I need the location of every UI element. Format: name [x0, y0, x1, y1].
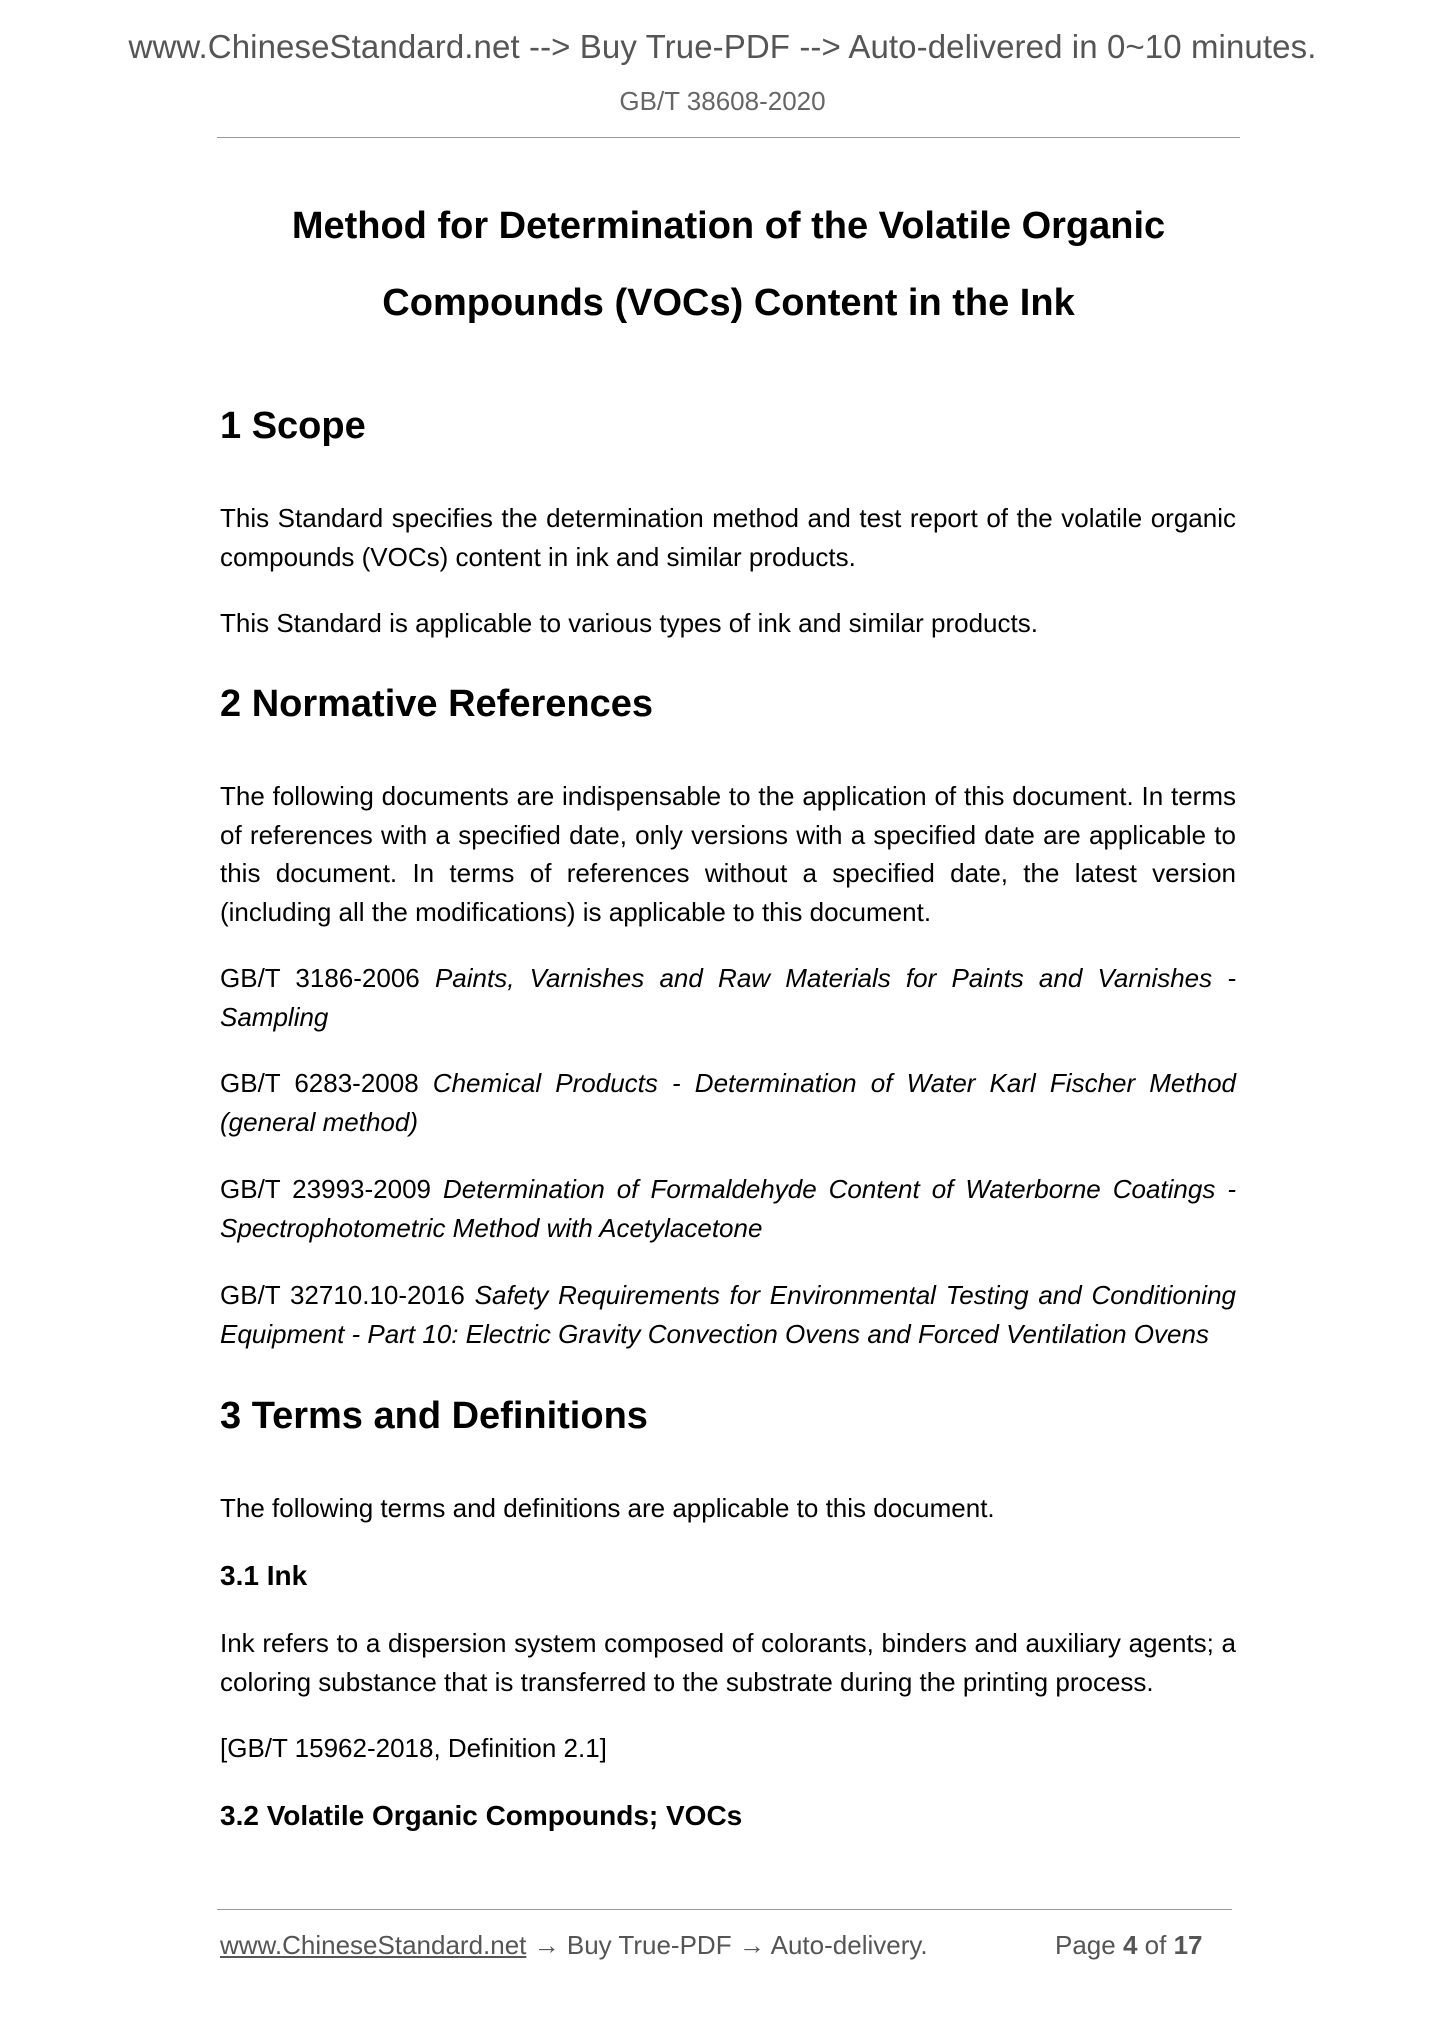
- reference-item: [220, 1170, 1236, 1247]
- heading-scope: 1 Scope: [220, 405, 366, 447]
- header-divider: [217, 137, 1240, 138]
- reference-code: GB/T 6283-2008: [220, 1068, 419, 1098]
- reference-code: GB/T 23993-2009: [220, 1174, 431, 1204]
- footer-divider: [217, 1909, 1232, 1910]
- reference-code: GB/T 32710.10-2016: [220, 1280, 465, 1310]
- reference-item: [220, 1276, 1236, 1353]
- reference-item: [220, 959, 1236, 1036]
- term-definition-ink: Ink refers to a dispersion system composed of colorants, binders and auxiliary agents; a coloring substance that is transferred to the substrate during the printing process.: [220, 1628, 1236, 1697]
- heading-normative-references: 2 Normative References: [220, 683, 653, 725]
- normative-intro: The following documents are indispensable to the application of this document. In terms of references with a specified date, only versions with a specified date are applicable to this document. In terms of references without a specified date, the latest version (including all the modifications) is applicable to this document.: [220, 781, 1236, 927]
- title-line-2: Compounds (VOCs) Content in the Ink: [382, 282, 1075, 324]
- arrow-right-icon: →: [533, 1930, 560, 1960]
- title-line-1: Method for Determination of the Volatile Organic: [291, 205, 1166, 247]
- reference-title: Chemical Products - Determination of Water Karl Fischer Method (general method): [220, 1068, 1236, 1137]
- footer-promo: [220, 1930, 928, 1961]
- term-heading-ink: 3.1 Ink: [220, 1560, 308, 1591]
- reference-title: Determination of Formaldehyde Content of Waterborne Coatings - Spectrophotometric Method with Acetylacetone: [220, 1174, 1236, 1243]
- document-title: [217, 188, 1240, 342]
- page-label: Page: [1055, 1930, 1116, 1960]
- arrow-right-icon: →: [738, 1930, 765, 1960]
- page-total: 17: [1173, 1930, 1203, 1960]
- footer-buy-text: Buy True-PDF: [566, 1930, 732, 1960]
- term-source-ink: [GB/T 15962-2018, Definition 2.1]: [220, 1733, 607, 1763]
- reference-item: [220, 1064, 1236, 1141]
- scope-paragraph-1: This Standard specifies the determination method and test report of the volatile organic compounds (VOCs) content in ink and similar products.: [220, 503, 1236, 572]
- doc-code: GB/T 38608-2020: [619, 86, 826, 116]
- reference-code: GB/T 3186-2006: [220, 963, 420, 993]
- footer-site-link[interactable]: www.ChineseStandard.net: [220, 1930, 527, 1960]
- page-indicator: [1055, 1930, 1203, 1961]
- scope-paragraph-2: This Standard is applicable to various types of ink and similar products.: [220, 608, 1038, 638]
- reference-title: Paints, Varnishes and Raw Materials for Paints and Varnishes - Sampling: [220, 963, 1236, 1032]
- header-banner: www.ChineseStandard.net --> Buy True-PDF --> Auto-delivered in 0~10 minutes.: [128, 28, 1317, 65]
- heading-terms-definitions: 3 Terms and Definitions: [220, 1395, 648, 1437]
- terms-intro: The following terms and definitions are applicable to this document.: [220, 1493, 995, 1523]
- term-heading-vocs: 3.2 Volatile Organic Compounds; VOCs: [220, 1800, 743, 1831]
- page-number: 4: [1122, 1930, 1138, 1960]
- reference-title: Safety Requirements for Environmental Testing and Conditioning Equipment - Part 10: Electric Gravity Convection Ovens and Forced Ventilation Ovens: [220, 1280, 1236, 1349]
- footer-delivery-text: Auto-delivery.: [770, 1930, 928, 1960]
- page-of-label: of: [1144, 1930, 1167, 1960]
